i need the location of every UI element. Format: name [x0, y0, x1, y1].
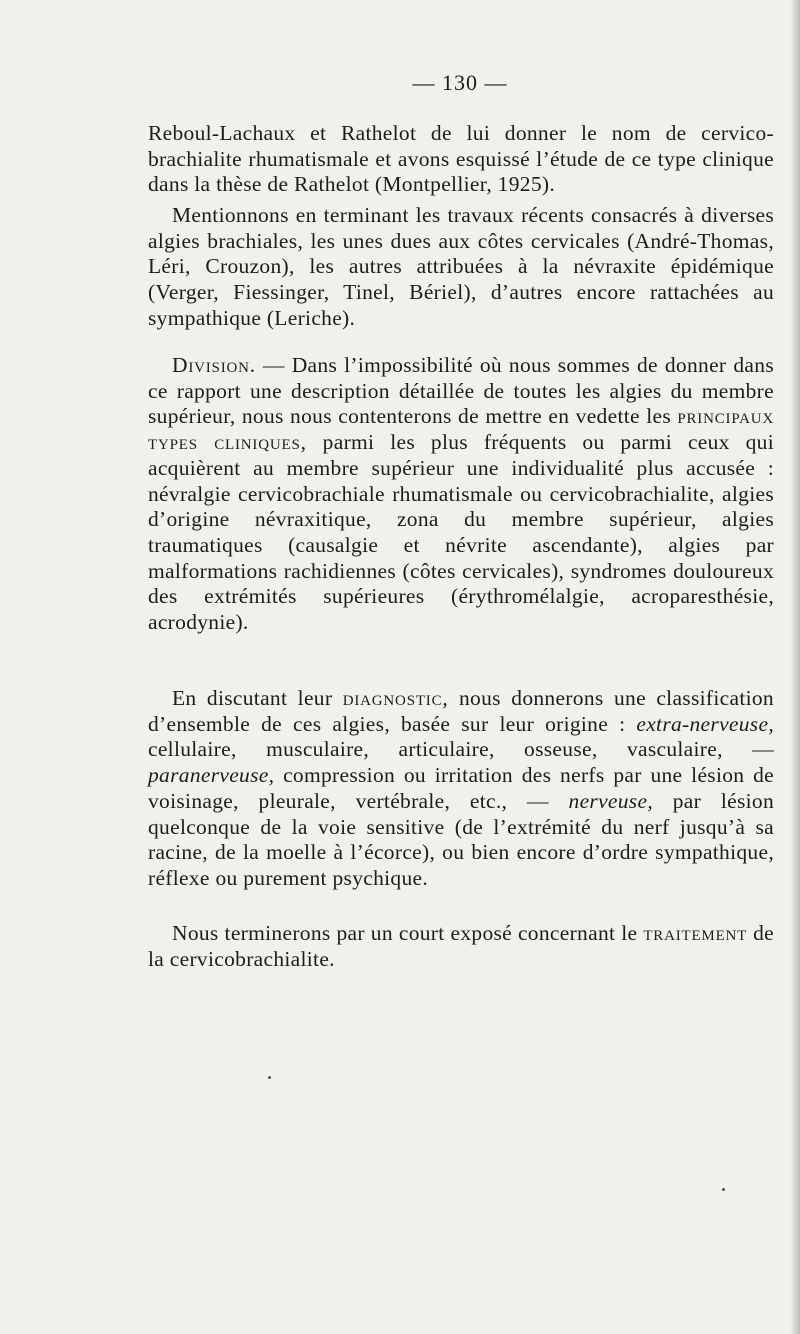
page-number: — 130 — [412, 70, 508, 95]
paper-speck [722, 1188, 725, 1191]
diagnostic-text-4: compression ou irritation des nerfs par une lésion de voisinage, pleurale, vertébrale, etc., — [148, 763, 774, 813]
traitement-text-2: de la cervicobrachialite. [148, 921, 774, 971]
paragraph-division [148, 353, 774, 636]
paragraph-diagnostic-text [148, 686, 774, 892]
division-text-2: parmi les plus fréquents ou parmi ceux qui acquièrent au membre supérieur une individualité plus accusée : névralgie cervicobrachiale rhumatismale ou cervicobrachialite, algies d’origine névraxitique, zona du membre supérieur, algies traumatiques (causalgie et névrite ascendante), algies par malformations rachidiennes (côtes cervicales), syndromes douloureux des extrémités supérieures (érythromélalgie, acroparesthésie, acrodynie). [148, 430, 774, 635]
emphasis-traitement: traitement [643, 921, 748, 945]
paragraph-division-text [148, 353, 774, 636]
italic-extra-nerveuse: extra-nerveuse, [636, 711, 774, 736]
paragraph-1 [148, 121, 774, 198]
section-heading-division: Division. [172, 353, 256, 377]
paragraph-traitement-text [148, 921, 774, 972]
division-text-1: — Dans l’impossibilité où nous sommes de donner dans ce rapport une description détaillée de toutes les algies du membre supérieur, nous nous contenterons de mettre en vedette les [148, 353, 774, 429]
page-edge-shadow [790, 0, 800, 1334]
diagnostic-text-1: En discutant leur [172, 686, 343, 710]
paragraph-diagnostic [148, 686, 774, 892]
paragraph-1-text: Reboul-Lachaux et Rathelot de lui donner le nom de cervico-brachialite rhumatismale et avons esquissé l’étude de ce type clinique dans la thèse de Rathelot (Montpellier, 1925). [148, 121, 774, 197]
traitement-text-1: Nous terminerons par un court exposé concernant le [172, 921, 644, 945]
emphasis-principaux-types: principaux types cliniques, [148, 404, 774, 455]
diagnostic-text-2: nous donnerons une classification d’ensemble de ces algies, basée sur leur origine : [148, 686, 774, 736]
paragraph-traitement [148, 921, 774, 972]
paragraph-2-text: Mentionnons en terminant les travaux récents consacrés à diverses algies brachiales, les unes dues aux côtes cervicales (André-Thomas, Léri, Crouzon), les autres attribuées à la névraxite épidémique (Verger, Fiessinger, Tinel, Bériel), d’autres encore rattachées au sympathique (Leriche). [148, 203, 774, 330]
emphasis-diagnostic: diagnostic, [342, 686, 449, 710]
diagnostic-text-5: par lésion quelconque de la voie sensitive (de l’extrémité du nerf jusqu’à sa racine, de la moelle à l’écorce), ou bien encore d’ordre sympathique, réflexe ou purement psychique. [148, 788, 774, 890]
italic-nerveuse: nerveuse, [568, 788, 653, 813]
paragraph-2 [148, 203, 774, 332]
paper-speck [268, 1076, 271, 1079]
italic-paranerveuse: paranerveuse, [148, 763, 275, 788]
diagnostic-text-3: cellulaire, musculaire, articulaire, osseuse, vasculaire, — [148, 737, 774, 762]
